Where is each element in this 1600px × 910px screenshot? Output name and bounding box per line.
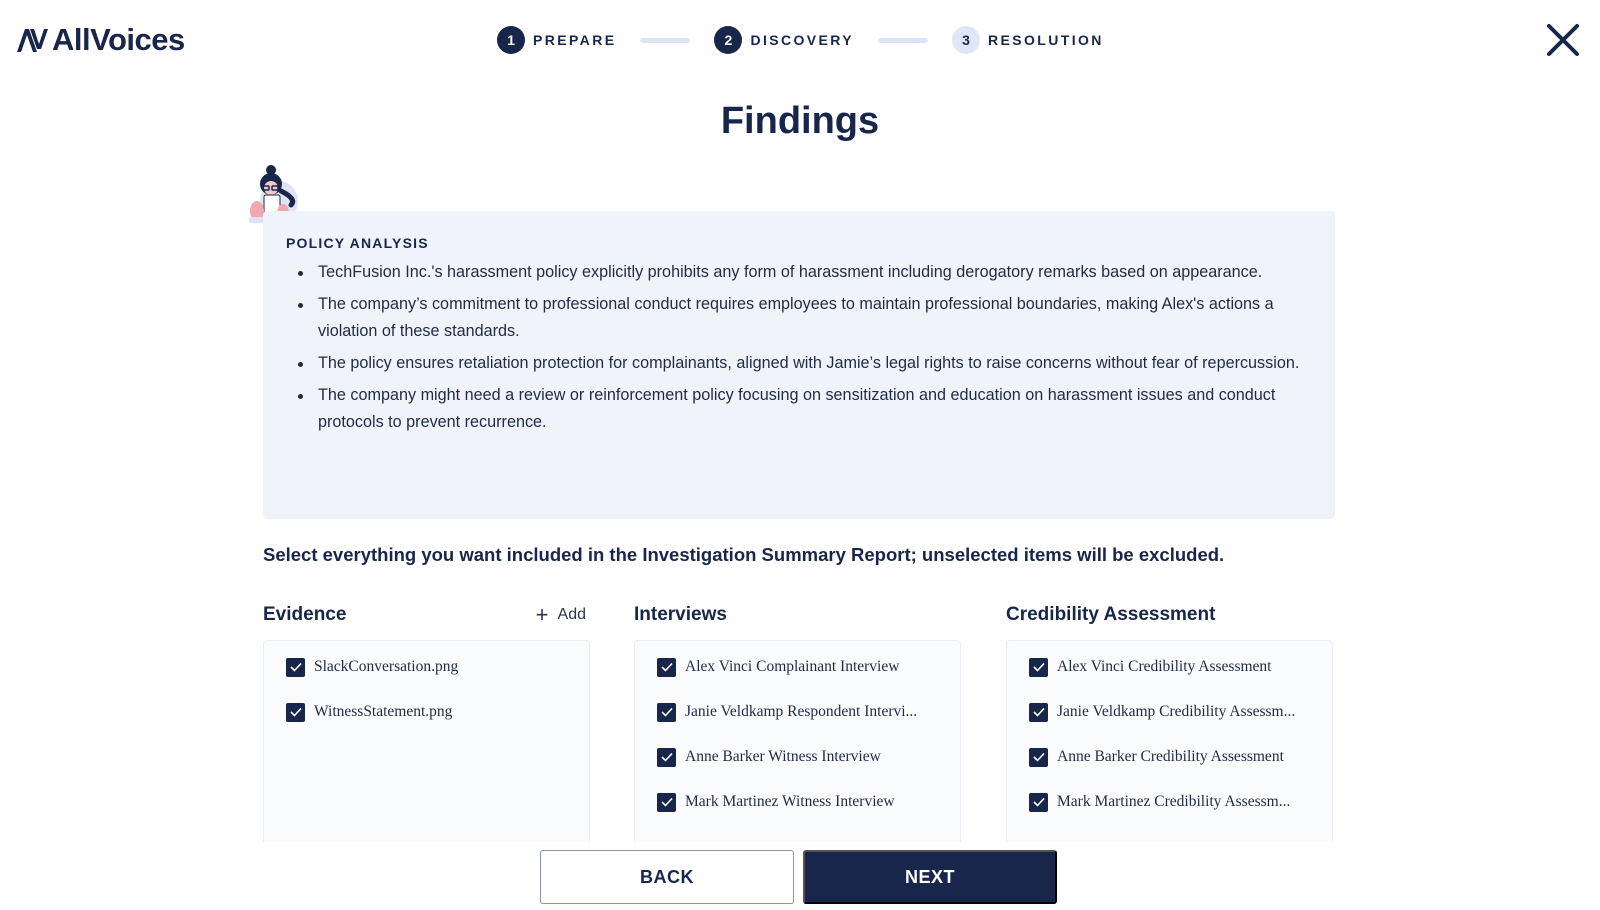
evidence-item[interactable] <box>286 657 589 677</box>
step-number: 3 <box>952 26 980 54</box>
interview-item[interactable] <box>657 702 960 722</box>
credibility-column <box>1006 602 1333 842</box>
checkbox-checked-icon[interactable] <box>1029 793 1048 812</box>
checkbox-checked-icon[interactable] <box>657 658 676 677</box>
interview-item[interactable] <box>657 657 960 677</box>
evidence-column <box>263 602 590 842</box>
interview-item[interactable] <box>657 792 960 812</box>
checkbox-checked-icon[interactable] <box>1029 703 1048 722</box>
checkbox-checked-icon[interactable] <box>657 703 676 722</box>
checkbox-checked-icon[interactable] <box>286 703 305 722</box>
policy-analysis-panel <box>263 211 1335 519</box>
policy-bullet-list <box>286 259 1311 436</box>
step-label: RESOLUTION <box>988 32 1104 48</box>
policy-bullet: TechFusion Inc.'s harassment policy explicitly prohibits any form of harassment including derogatory remarks based on appearance. <box>286 259 1311 286</box>
credibility-title: Credibility Assessment <box>1006 604 1216 625</box>
page-title: Findings <box>720 100 880 142</box>
brand-logo[interactable] <box>16 22 185 58</box>
evidence-item-label: SlackConversation.png <box>314 658 459 675</box>
interview-item-label: Anne Barker Witness Interview <box>685 748 881 765</box>
credibility-list <box>1006 640 1333 842</box>
evidence-list <box>263 640 590 842</box>
credibility-item[interactable] <box>1029 657 1332 677</box>
add-evidence-label: Add <box>557 606 586 623</box>
credibility-item[interactable] <box>1029 792 1332 812</box>
step-resolution <box>952 26 1104 54</box>
step-discovery <box>714 26 854 54</box>
interview-item-label: Alex Vinci Complainant Interview <box>685 658 900 675</box>
step-prepare <box>497 26 616 54</box>
credibility-item-label: Janie Veldkamp Credibility Assessm... <box>1057 703 1296 720</box>
plus-icon: + <box>535 602 549 627</box>
checkbox-checked-icon[interactable] <box>657 748 676 767</box>
checkbox-checked-icon[interactable] <box>286 658 305 677</box>
step-connector <box>878 38 928 43</box>
policy-analysis-heading: POLICY ANALYSIS <box>286 235 429 251</box>
evidence-item[interactable] <box>286 702 589 722</box>
interview-item[interactable] <box>657 747 960 767</box>
next-button[interactable]: NEXT <box>803 850 1057 904</box>
allvoices-logo-icon <box>16 25 48 55</box>
checkbox-checked-icon[interactable] <box>1029 748 1048 767</box>
step-number: 2 <box>714 26 742 54</box>
credibility-item-label: Mark Martinez Credibility Assessm... <box>1057 793 1291 810</box>
progress-stepper <box>497 26 1104 54</box>
report-selection-instruction: Select everything you want included in the Investigation Summary Report; unselected items will be excluded. <box>263 544 1225 565</box>
back-button[interactable]: BACK <box>540 850 794 904</box>
interview-item-label: Janie Veldkamp Respondent Intervi... <box>685 703 918 720</box>
add-evidence-button[interactable] <box>535 602 590 627</box>
step-number: 1 <box>497 26 525 54</box>
interviews-list <box>634 640 961 842</box>
credibility-item[interactable] <box>1029 702 1332 722</box>
interviews-title: Interviews <box>634 604 727 625</box>
evidence-title: Evidence <box>263 604 347 625</box>
close-icon[interactable] <box>1545 22 1581 58</box>
checkbox-checked-icon[interactable] <box>657 793 676 812</box>
interview-item-label: Mark Martinez Witness Interview <box>685 793 895 810</box>
step-label: PREPARE <box>533 32 617 48</box>
policy-bullet: The company’s commitment to professional conduct requires employees to maintain professional boundaries, making Alex's actions a violation of these standards. <box>286 291 1311 345</box>
interviews-column <box>634 602 961 842</box>
checkbox-checked-icon[interactable] <box>1029 658 1048 677</box>
policy-bullet: The company might need a review or reinforcement policy focusing on sensitization and education on harassment issues and conduct protocols to prevent recurrence. <box>286 382 1311 436</box>
credibility-item-label: Alex Vinci Credibility Assessment <box>1057 658 1272 675</box>
credibility-item-label: Anne Barker Credibility Assessment <box>1057 748 1284 765</box>
evidence-item-label: WitnessStatement.png <box>314 703 453 720</box>
step-label: DISCOVERY <box>750 32 854 48</box>
step-connector <box>640 38 690 43</box>
credibility-item[interactable] <box>1029 747 1332 767</box>
brand-name: AllVoices <box>52 22 185 57</box>
policy-bullet: The policy ensures retaliation protection for complainants, aligned with Jamie’s legal rights to raise concerns without fear of repercussion. <box>286 350 1311 377</box>
